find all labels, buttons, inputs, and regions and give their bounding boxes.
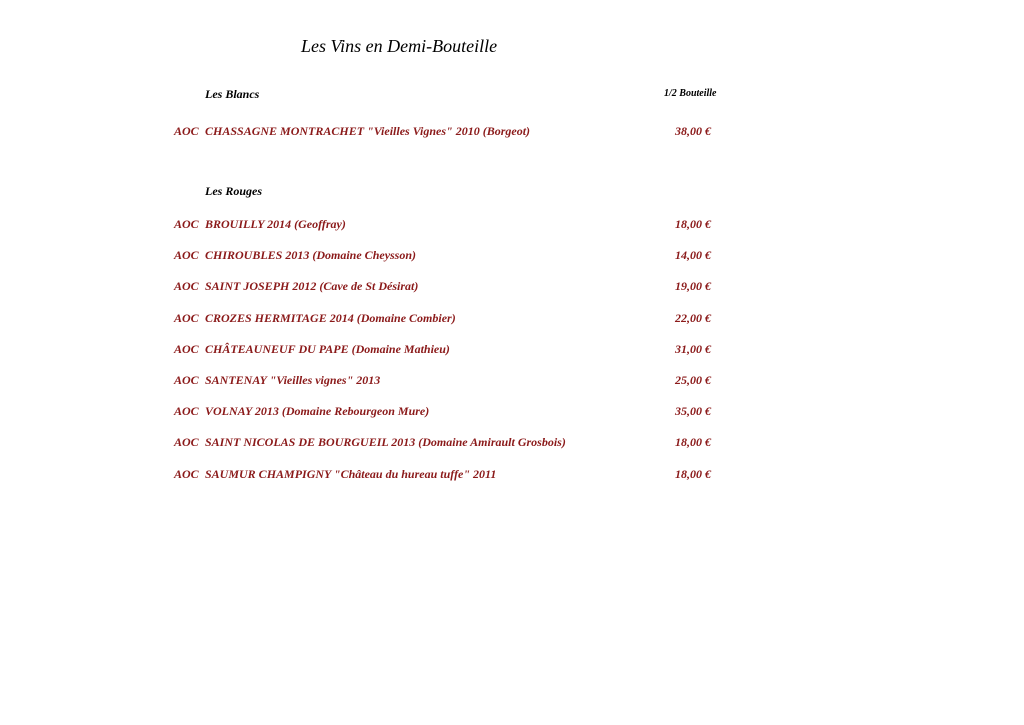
- wine-row: [174, 467, 734, 483]
- wine-name: CHASSAGNE MONTRACHET "Vieilles Vignes" 2010 (Borgeot): [205, 124, 531, 138]
- appellation-label: AOC: [174, 311, 199, 325]
- wine-name: SANTENAY "Vieilles vignes" 2013: [205, 373, 381, 387]
- wine-row: [174, 217, 734, 233]
- wine-row: [174, 342, 734, 358]
- appellation-label: AOC: [174, 467, 199, 481]
- appellation-label: AOC: [174, 217, 199, 231]
- wine-price: 31,00 €: [675, 342, 711, 356]
- wine-row: [174, 404, 734, 420]
- appellation-label: AOC: [174, 248, 199, 262]
- wine-row: [174, 373, 734, 389]
- wine-price: 19,00 €: [675, 279, 711, 293]
- column-header-half-bottle: 1/2 Bouteille: [664, 88, 717, 99]
- appellation-label: AOC: [174, 342, 199, 356]
- wine-price: 25,00 €: [675, 373, 711, 387]
- wine-price: 38,00 €: [675, 124, 711, 138]
- wine-name: SAUMUR CHAMPIGNY "Château du hureau tuffe" 2011: [205, 467, 497, 481]
- wine-row: [174, 124, 734, 140]
- appellation-label: AOC: [174, 435, 199, 449]
- appellation-label: AOC: [174, 124, 199, 138]
- wine-price: 18,00 €: [675, 467, 711, 481]
- wine-price: 18,00 €: [675, 435, 711, 449]
- page-title: Les Vins en Demi-Bouteille: [301, 36, 498, 56]
- wine-name: BROUILLY 2014 (Geoffray): [205, 217, 346, 231]
- wine-name: CHIROUBLES 2013 (Domaine Cheysson): [205, 248, 417, 262]
- wine-price: 14,00 €: [675, 248, 711, 262]
- wine-price: 35,00 €: [675, 404, 711, 418]
- appellation-label: AOC: [174, 373, 199, 387]
- section-heading-blancs: Les Blancs: [205, 87, 260, 101]
- wine-price: 18,00 €: [675, 217, 711, 231]
- wine-name: SAINT NICOLAS DE BOURGUEIL 2013 (Domaine Amirault Grosbois): [205, 435, 566, 449]
- wine-row: [174, 248, 734, 264]
- wine-row: [174, 279, 734, 295]
- wine-name: SAINT JOSEPH 2012 (Cave de St Désirat): [205, 279, 419, 293]
- wine-name: VOLNAY 2013 (Domaine Rebourgeon Mure): [205, 404, 430, 418]
- wine-price: 22,00 €: [675, 311, 711, 325]
- wine-row: [174, 311, 734, 327]
- appellation-label: AOC: [174, 404, 199, 418]
- section-heading-rouges: Les Rouges: [205, 184, 262, 198]
- wine-name: CROZES HERMITAGE 2014 (Domaine Combier): [205, 311, 456, 325]
- appellation-label: AOC: [174, 279, 199, 293]
- wine-name: CHÂTEAUNEUF DU PAPE (Domaine Mathieu): [205, 342, 450, 356]
- wine-row: [174, 435, 734, 451]
